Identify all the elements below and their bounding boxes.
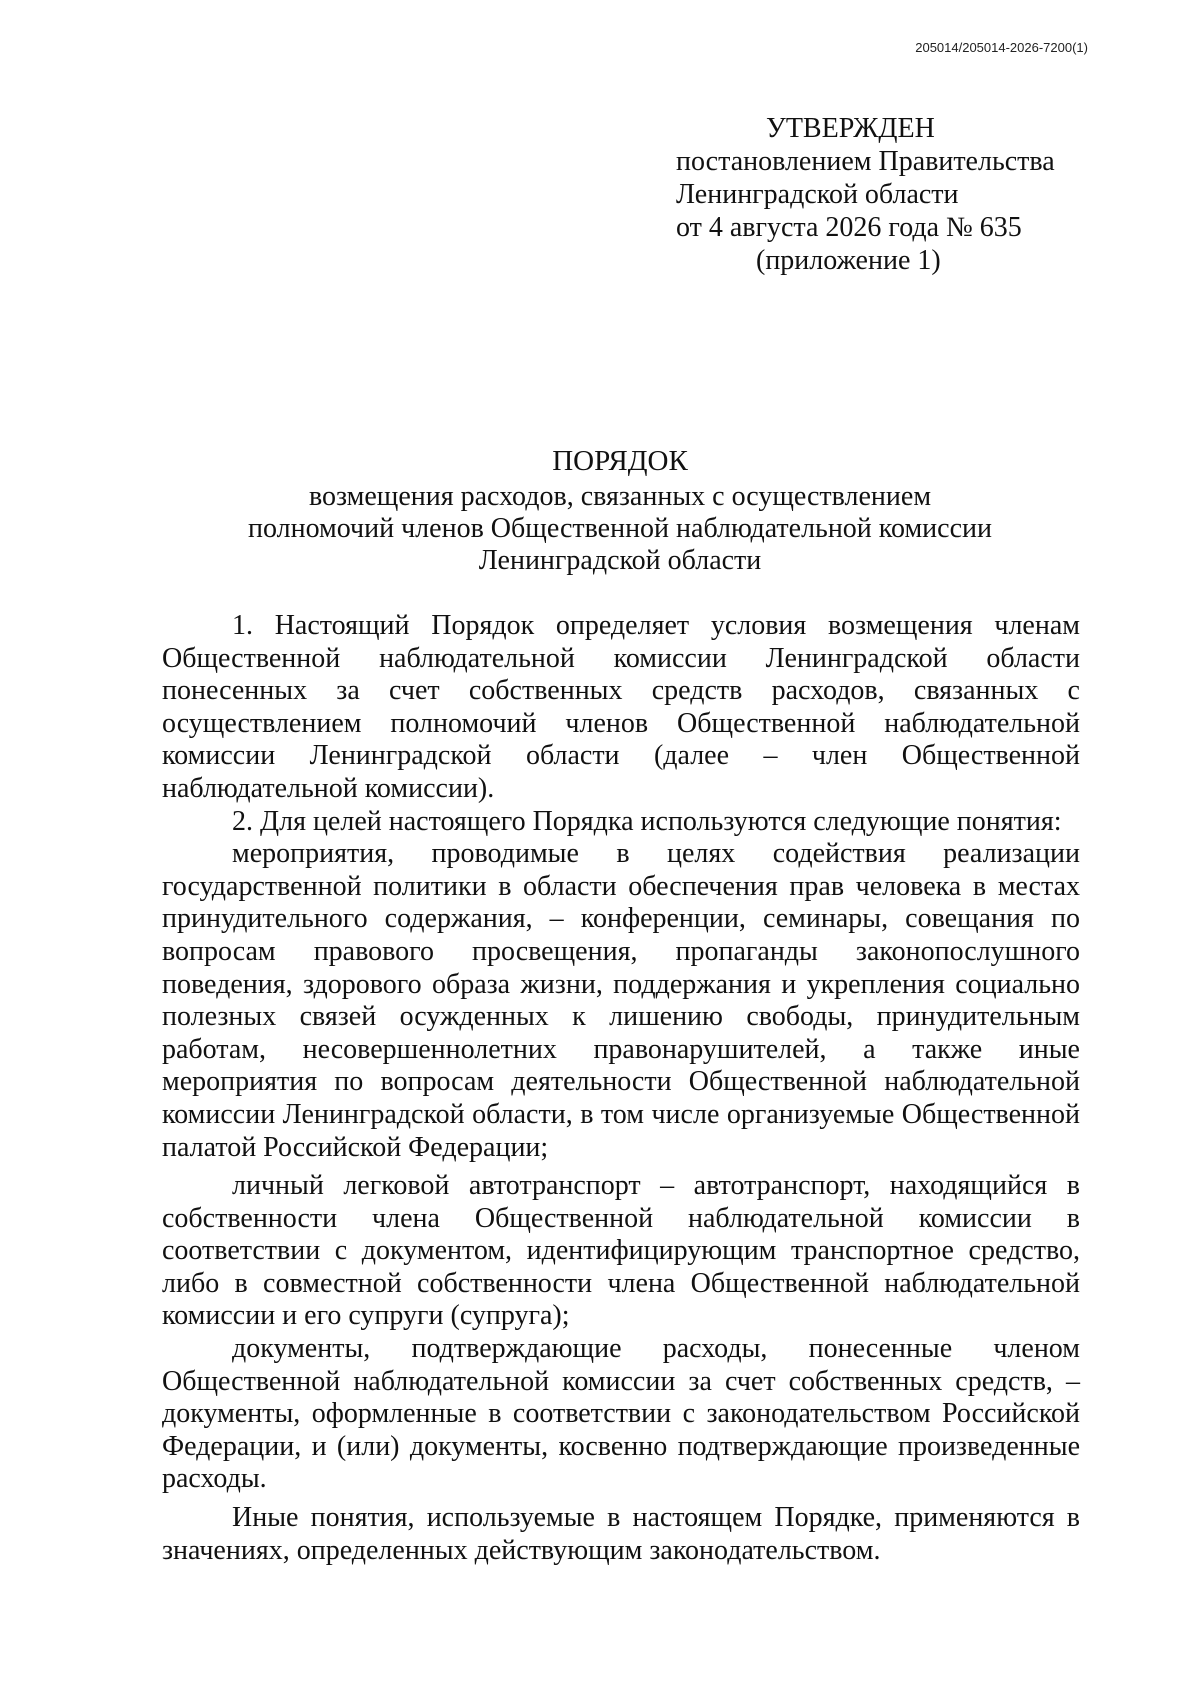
approval-line-2: Ленинградской области (676, 179, 959, 210)
approval-annex: (приложение 1) (756, 245, 941, 276)
definition-personal-vehicle: личный легковой автотранспорт – автотранспорт, находящийся в собственности члена Общественной наблюдательной комиссии в соответствии с документом, идентифицирующим транспортное средство, либо в совместной собственности члена Общественной наблюдательной комиссии и его супруги (супруга); (162, 1170, 1080, 1332)
document-subtitle-line-2: полномочий членов Общественной наблюдательной комиссии (248, 513, 992, 544)
definition-expense-documents: документы, подтверждающие расходы, понесенные членом Общественной наблюдательной комиссии за счет собственных средств, – документы, оформленные в соответствии с законодательством Российской Федерации, и (или) документы, косвенно подтверждающие произведенные расходы. (162, 1333, 1080, 1495)
document-body (162, 610, 1080, 1567)
document-subtitle-line-3: Ленинградской области (478, 545, 762, 576)
approval-stamp-block (676, 112, 1106, 277)
paragraph-1: 1. Настоящий Порядок определяет условия возмещения членам Общественной наблюдательной комиссии Ленинградской области понесенных за счет собственных средств расходов, связанных с осуществлением полномочий членов Общественной наблюдательной комиссии Ленинградской области (далее – член Общественной наблюдательной комиссии). (162, 610, 1080, 804)
definition-other-terms: Иные понятия, используемые в настоящем Порядке, применяются в значениях, определенных действующим законодательством. (162, 1502, 1080, 1566)
approval-title: УТВЕРЖДЕН (766, 113, 935, 144)
document-registration-code: 205014/205014-2026-7200(1) (915, 40, 1088, 55)
approval-line-3: от 4 августа 2026 года № 635 (676, 212, 1022, 243)
approval-line-1: постановлением Правительства (676, 146, 1055, 177)
document-subtitle-line-1: возмещения расходов, связанных с осуществлением (308, 481, 932, 512)
paragraph-2: 2. Для целей настоящего Порядка используются следующие понятия: (232, 805, 1062, 837)
document-title-block (160, 445, 1080, 577)
document-title: ПОРЯДОК (552, 445, 688, 477)
definition-events: мероприятия, проводимые в целях содействия реализации государственной политики в области обеспечения прав человека в местах принудительного содержания, – конференции, семинары, совещания по вопросам правового просвещения, пропаганды законопослушного поведения, здорового образа жизни, поддержания и укрепления социально полезных связей осужденных к лишению свободы, принудительным работам, несовершеннолетних правонарушителей, а также иные мероприятия по вопросам деятельности Общественной наблюдательной комиссии Ленинградской области, в том числе организуемые Общественной палатой Российской Федерации; (162, 838, 1080, 1163)
